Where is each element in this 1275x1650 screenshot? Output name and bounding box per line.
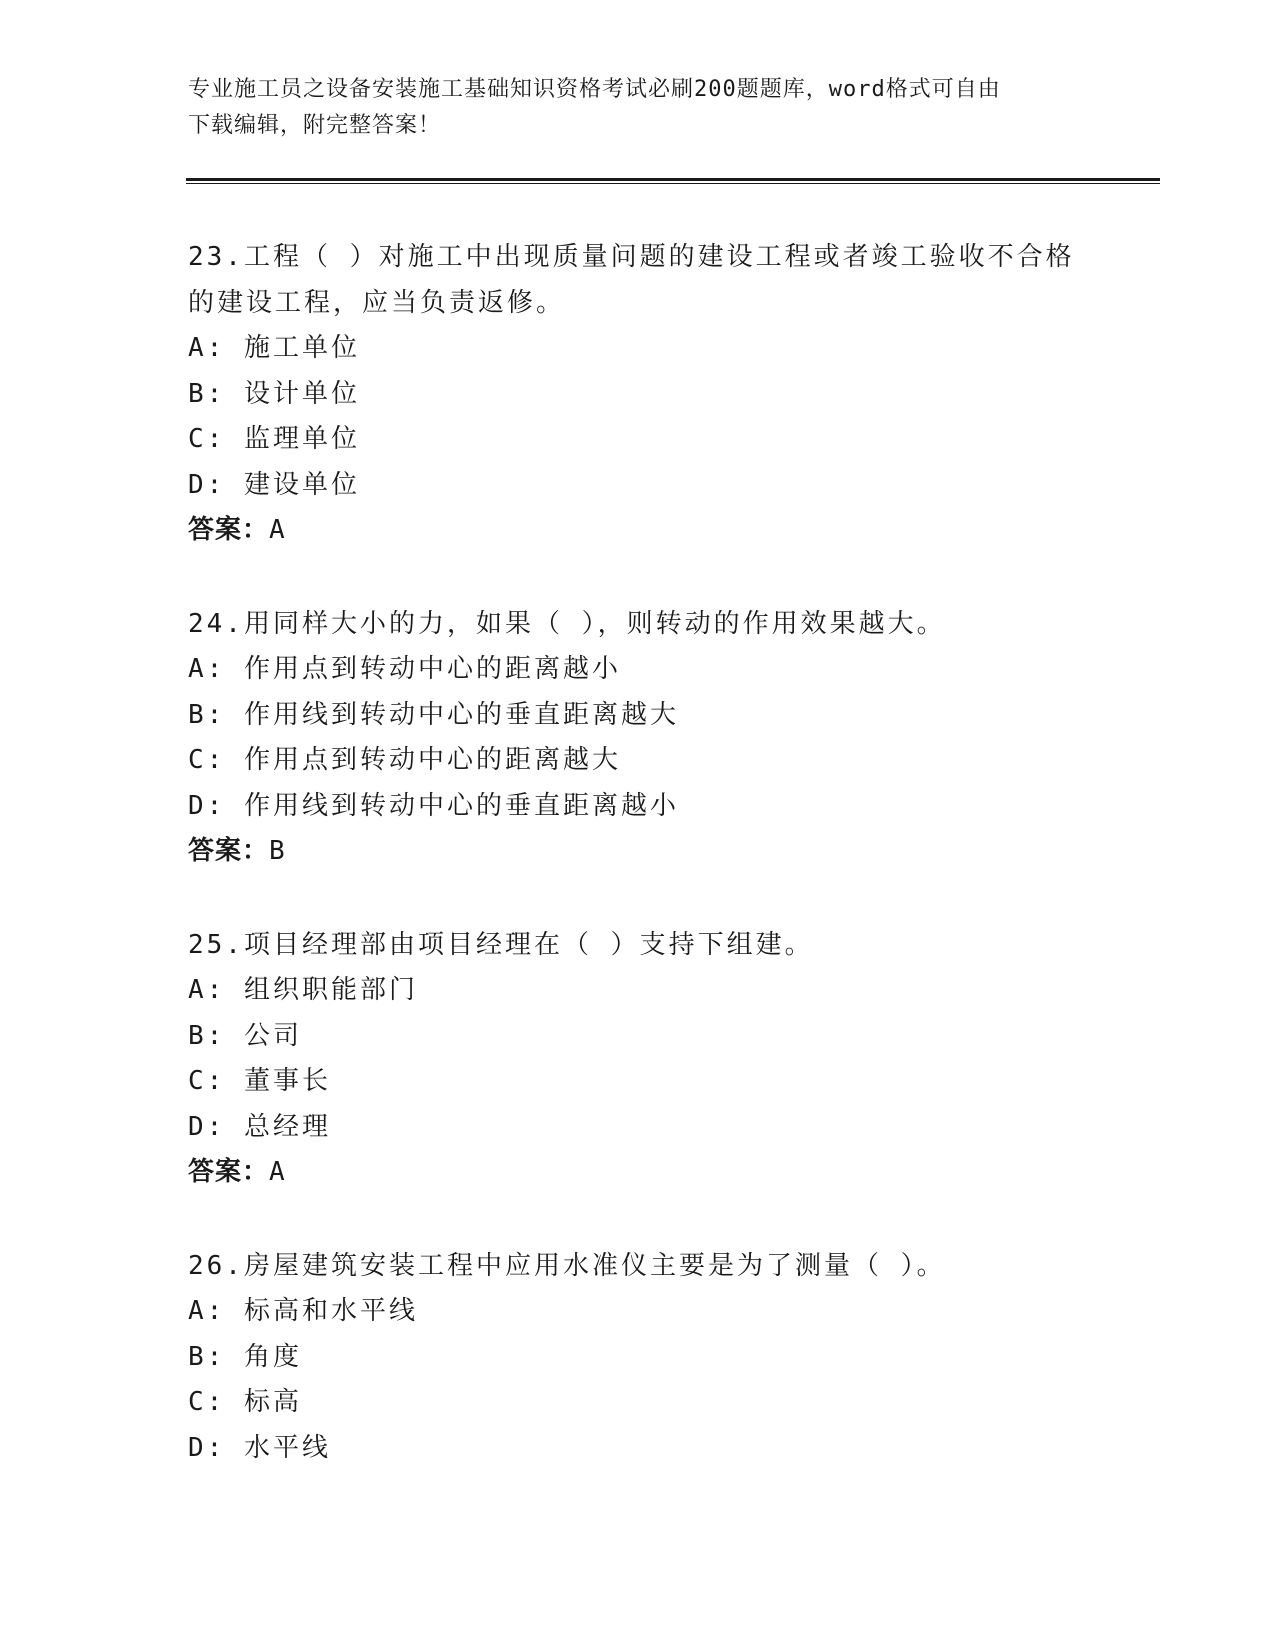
question-26	[188, 1244, 1088, 1472]
question-line: 26.房屋建筑安装工程中应用水准仪主要是为了测量（ ）。	[188, 1250, 946, 1281]
question-24	[188, 602, 1088, 875]
option-a: A: 组织职能部门	[188, 975, 418, 1005]
option-b: B: 设计单位	[188, 378, 360, 409]
option-b: B: 角度	[188, 1341, 302, 1372]
answer-value: B	[269, 836, 286, 866]
option-c: C: 监理单位	[188, 424, 360, 454]
question-line: 的建设工程，应当负责返修。	[188, 287, 566, 318]
option-d: D: 水平线	[188, 1432, 331, 1463]
question-text	[188, 602, 1088, 648]
answer-label: 答案：	[188, 515, 270, 545]
option-c: C: 标高	[188, 1387, 302, 1417]
option-d: D: 作用线到转动中心的垂直距离越小	[188, 790, 679, 821]
option-d: D: 建设单位	[188, 469, 360, 500]
option-a: A: 施工单位	[188, 333, 360, 363]
header-divider-thin	[186, 183, 1160, 184]
question-text	[188, 235, 1088, 326]
answer-value: A	[269, 515, 286, 545]
question-line: 24.用同样大小的力，如果（ ），则转动的作用效果越大。	[188, 608, 946, 639]
option-c: C: 董事长	[188, 1066, 331, 1096]
answer-line	[188, 1150, 1088, 1196]
question-line: 25.项目经理部由项目经理在（ ）支持下组建。	[188, 929, 814, 960]
answer-value: A	[269, 1157, 286, 1187]
question-text	[188, 1244, 1088, 1290]
option-c: C: 作用点到转动中心的距离越大	[188, 745, 621, 775]
option-a: A: 作用点到转动中心的距离越小	[188, 654, 621, 684]
question-25	[188, 923, 1088, 1196]
question-text	[188, 923, 1088, 969]
question-list	[188, 235, 1088, 1519]
option-b: B: 作用线到转动中心的垂直距离越大	[188, 699, 679, 730]
question-23	[188, 235, 1088, 554]
option-d: D: 总经理	[188, 1111, 331, 1142]
header-line-2: 下载编辑，附完整答案！	[188, 113, 442, 138]
header-line-1: 专业施工员之设备安装施工基础知识资格考试必刷200题题库，word格式可自由	[188, 77, 1001, 102]
option-a: A: 标高和水平线	[188, 1296, 418, 1326]
document-header	[188, 72, 1088, 144]
answer-line	[188, 508, 1088, 554]
option-b: B: 公司	[188, 1020, 302, 1051]
answer-line	[188, 829, 1088, 875]
answer-label: 答案：	[188, 1157, 270, 1187]
answer-label: 答案：	[188, 836, 270, 866]
header-divider-thick	[186, 178, 1160, 181]
question-line: 23.工程（ ）对施工中出现质量问题的建设工程或者竣工验收不合格	[188, 242, 1075, 272]
